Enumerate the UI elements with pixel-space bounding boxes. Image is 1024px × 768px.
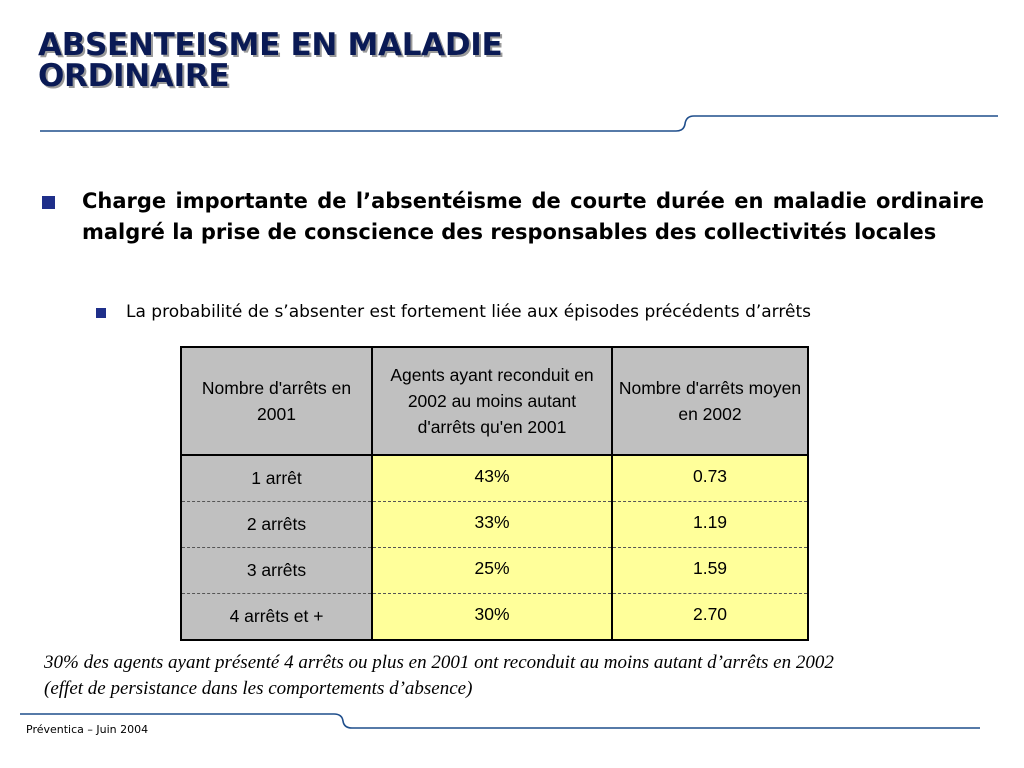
row-pct: 43% — [372, 455, 612, 502]
row-label: 4 arrêts et + — [181, 594, 372, 641]
slide-title-line1: ABSENTEISME EN MALADIE — [38, 27, 503, 63]
row-label: 1 arrêt — [181, 455, 372, 502]
row-avg: 1.19 — [612, 502, 808, 548]
row-avg: 0.73 — [612, 455, 808, 502]
header-moyen-2002: Nombre d'arrêts moyen en 2002 — [612, 347, 808, 455]
conclusion-note — [44, 650, 1004, 702]
bottom-rule — [20, 714, 980, 728]
conclusion-note-line1: 30% des agents ayant présenté 4 arrêts ou plus en 2001 ont reconduit au moins autant d’arrêts en 2002 — [44, 652, 834, 673]
table-header-row — [181, 347, 808, 455]
table-row — [181, 548, 808, 594]
header-arrets-2001: Nombre d'arrêts en 2001 — [181, 347, 372, 455]
row-label: 2 arrêts — [181, 502, 372, 548]
table-row — [181, 594, 808, 641]
sub-bullet — [96, 300, 996, 324]
sub-bullet-text: La probabilité de s’absenter est fortement liée aux épisodes précédents d’arrêts — [126, 302, 811, 322]
row-avg: 1.59 — [612, 548, 808, 594]
row-pct: 25% — [372, 548, 612, 594]
row-avg: 2.70 — [612, 594, 808, 641]
row-pct: 30% — [372, 594, 612, 641]
top-rule — [40, 116, 998, 131]
row-label: 3 arrêts — [181, 548, 372, 594]
row-pct: 33% — [372, 502, 612, 548]
header-agents-reconduit: Agents ayant reconduit en 2002 au moins autant d'arrêts qu'en 2001 — [372, 347, 612, 455]
table-row — [181, 455, 808, 502]
main-bullet — [42, 186, 984, 248]
slide-title-line2: ORDINAIRE — [38, 58, 230, 94]
conclusion-note-line2: (effet de persistance dans les comportements d’absence) — [44, 678, 473, 699]
square-bullet-icon — [42, 196, 55, 209]
absence-table — [180, 346, 809, 641]
table-row — [181, 502, 808, 548]
square-bullet-icon — [96, 308, 106, 318]
main-bullet-text: Charge importante de l’absentéisme de courte durée en maladie ordinaire malgré la prise de conscience des responsables des collectivités locales — [82, 189, 984, 244]
footer-text: Préventica – Juin 2004 — [26, 723, 149, 736]
